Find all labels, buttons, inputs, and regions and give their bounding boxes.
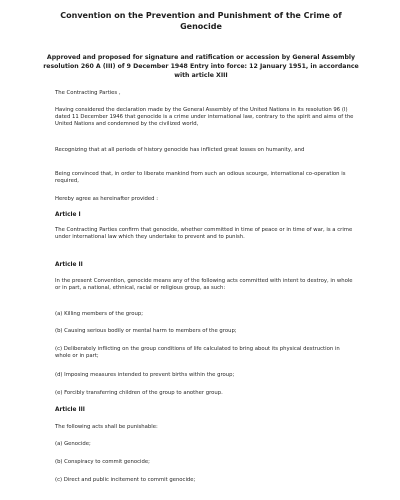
preamble-paragraph: Recognizing that at all periods of history genocide has inflicted great losses on humanity, and [55, 147, 305, 153]
article-1-heading: Article I [55, 212, 81, 218]
document-subtitle: Approved and proposed for signature and ratification or accession by General Assembly resolution 260 A (III) of 9 December 1948 Entry into force: 12 January 1951, in accordance with article XIII [43, 54, 359, 79]
article-3-item: (a) Genocide; [55, 441, 91, 447]
article-2-item: (d) Imposing measures intended to prevent births within the group; [55, 372, 235, 378]
article-2-heading: Article II [55, 262, 83, 268]
article-3-heading: Article III [55, 407, 85, 413]
document-title: Convention on the Prevention and Punishment of the Crime of Genocide [60, 11, 342, 31]
article-3-item: (b) Conspiracy to commit genocide; [55, 459, 150, 465]
preamble-paragraph: Being convinced that, in order to liberate mankind from such an odious scourge, international co-operation is required, [55, 171, 346, 185]
article-2-item: (b) Causing serious bodily or mental harm to members of the group; [55, 328, 237, 334]
preamble-paragraph: Hereby agree as hereinafter provided : [55, 196, 159, 202]
article-2-item: (e) Forcibly transferring children of the group to another group. [55, 390, 223, 396]
article-3-intro: The following acts shall be punishable: [55, 424, 158, 430]
article-1-text: The Contracting Parties confirm that genocide, whether committed in time of peace or in time of war, is a crime under international law which they undertake to prevent and to punish. [55, 227, 353, 241]
article-2-intro: In the present Convention, genocide means any of the following acts committed with intent to destroy, in whole or in part, a national, ethnical, racial or religious group, as such: [55, 278, 353, 292]
article-2-item: (c) Deliberately inflicting on the group conditions of life calculated to bring about its physical destruction in whole or in part; [55, 346, 340, 360]
preamble-paragraph: The Contracting Parties , [55, 90, 121, 96]
article-3-item: (c) Direct and public incitement to commit genocide; [55, 477, 196, 483]
preamble-paragraph: Having considered the declaration made by the General Assembly of the United Nations in its resolution 96 (I) dated 11 December 1946 that genocide is a crime under international law, contrary to the spirit and aims of the United Nations and condemned by the civilized world, [55, 107, 354, 128]
article-2-item: (a) Killing members of the group; [55, 311, 143, 317]
